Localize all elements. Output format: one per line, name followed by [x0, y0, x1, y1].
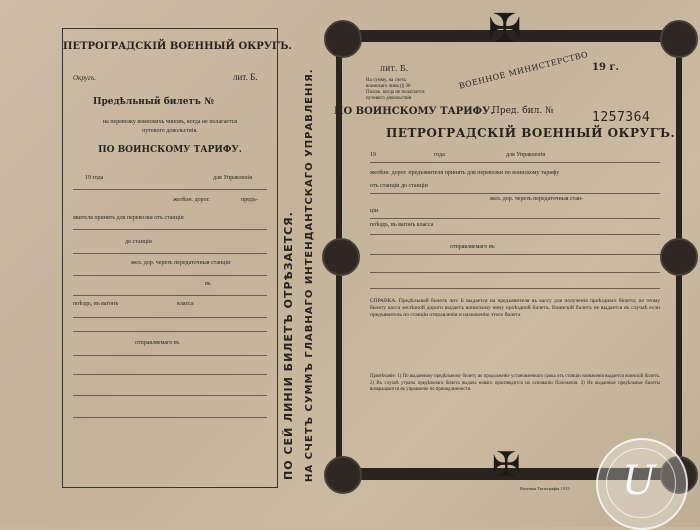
- stub-field-to: до станцiи: [125, 239, 152, 245]
- ticket-main: [330, 6, 692, 500]
- main-district: ПЕТРОГРАДСКIЙ ВОЕННЫЙ ОКРУГЪ.: [386, 126, 676, 140]
- main-tariff: ПО ВОИНСКОМУ ТАРИФУ.: [334, 106, 494, 117]
- stub-rule: [73, 295, 267, 296]
- pred-label: Пред. бил. №: [492, 106, 554, 116]
- side-medallion: [660, 238, 698, 276]
- main-l1b: года: [434, 152, 445, 158]
- corner-medallion: [324, 20, 362, 58]
- main-l1c: для Управленiя: [506, 152, 545, 158]
- cond-line-2: воинскаго чина (§ 30: [366, 84, 411, 89]
- main-rule: [370, 234, 660, 235]
- corner-medallion: [324, 456, 362, 494]
- stub-rule: [73, 331, 267, 332]
- main-rule: [370, 288, 660, 289]
- stub-rule: [73, 395, 267, 396]
- stub-rule: [73, 275, 267, 276]
- stub-ticket-label: Предѣльный билетъ №: [93, 97, 214, 107]
- printer-imprint: Военная Типографiя 1915: [520, 486, 570, 491]
- main-rule: [370, 162, 660, 163]
- stub-tariff: ПО ВОИНСКОМУ ТАРИФУ.: [98, 145, 242, 155]
- stub-note-2: путевого довольствiя.: [142, 128, 198, 134]
- main-l1a: 19: [370, 152, 376, 158]
- double-eagle-icon: ✠: [488, 6, 522, 52]
- ticket-number: 1257364: [592, 110, 651, 125]
- stub-note-1: на перевозку воинскихъ чиновъ, когда не полагается: [102, 119, 238, 125]
- corner-medallion: [660, 20, 698, 58]
- stub-field-in: въ: [205, 281, 211, 287]
- cond-line-4: путевого довольствiя: [366, 96, 412, 101]
- notes-paragraph: Примѣчанiе: 1) По выданному предѣльному билету во продолженiе установленнаго срока отъ станцiи назначенiя выдается воинскiй билетъ. 2) Въ случаѣ утраты предѣльнаго билета выдача новаго производится на основанiи Положенiя. 3) Не выданные предѣльные билеты возвращаются въ управленiе по принадлежности.: [370, 374, 660, 392]
- main-rule: [370, 218, 660, 219]
- main-l3: отъ станцiи до станцiи: [370, 183, 428, 189]
- stub-field-train: поѣздъ, въ вагонъ: [73, 301, 119, 307]
- stub-rule: [73, 355, 267, 356]
- main-l5: поѣздъ, въ вагонъ класса: [370, 222, 434, 228]
- main-rule: [370, 193, 660, 194]
- stub-field-dept: для Управленiя: [213, 175, 252, 181]
- main-lit: лит. Б.: [380, 64, 409, 73]
- stub-okrug: Округъ.: [73, 74, 96, 82]
- stub-field-admit: явителя принять для перевозки отъ станцiи: [73, 215, 184, 221]
- stub-field-via: жел. дор. черезъ передаточныя станцiи: [131, 260, 231, 266]
- stub-rule: [73, 253, 267, 254]
- stub-rule: [73, 189, 267, 190]
- stub-rule: [73, 317, 267, 318]
- main-rule: [370, 272, 660, 273]
- ministry-arc: ВОЕННОЕ МИНИСТЕРСТВО: [458, 49, 590, 91]
- side-medallion: [322, 238, 360, 276]
- stub-lit: лит. Б.: [233, 72, 258, 82]
- stub-field-pred: предъ-: [241, 197, 258, 203]
- stub-field-sent: отправляемаго въ: [135, 340, 180, 346]
- stamp-monogram-icon: U: [622, 458, 656, 504]
- stub-field-road: желѣзн. дорог.: [173, 197, 210, 203]
- stub-field-class: класса: [177, 301, 194, 307]
- main-l6: отправляемаго въ: [450, 244, 495, 250]
- main-l4: жел. дор. черезъ передаточныя стан-: [490, 196, 584, 202]
- stub-field-year: 19 года: [85, 175, 104, 181]
- cond-line-1: На сумму, на счетъ: [366, 78, 407, 83]
- cond-line-3: Полож. когда не полагается: [366, 90, 425, 95]
- collector-stamp: [596, 438, 688, 530]
- main-l4b: цiи: [370, 208, 379, 214]
- cut-line-text: ПО СЕЙ ЛИНIИ БИЛЕТЪ ОТРѢЗАЕТСЯ.: [282, 211, 295, 480]
- main-l2: желѣзн. дорог. предъявителя принять для перевозки по воинскому тарифу: [370, 170, 560, 176]
- stub-rule: [73, 374, 267, 375]
- main-year: 19 г.: [592, 62, 620, 73]
- funding-text: НА СЧЕТЪ СУММЪ ГЛАВНАГО ИНТЕНДАНТСКАГО УПРАВЛЕНIЯ.: [304, 68, 315, 482]
- spravka-paragraph: СПРАВКА. Предѣльный билетъ лит. Б выдается на предъявителя въ кассу для полученiя проѣзднаго билета; по этому билету касса желѣзной дороги выдаетъ воинскому чину проѣздной билетъ. Воинскiй билетъ не выдается въ случаѣ если предъявитель по станцiи отправленiя и назначенiю этого билета: [370, 298, 660, 318]
- main-rule: [370, 254, 660, 255]
- stub-header: ПЕТРОГРАДСКIЙ ВОЕННЫЙ ОКРУГЪ.: [63, 41, 292, 52]
- stub-rule: [73, 229, 267, 230]
- stub-rule: [73, 417, 267, 418]
- double-eagle-icon: ✠: [492, 445, 521, 485]
